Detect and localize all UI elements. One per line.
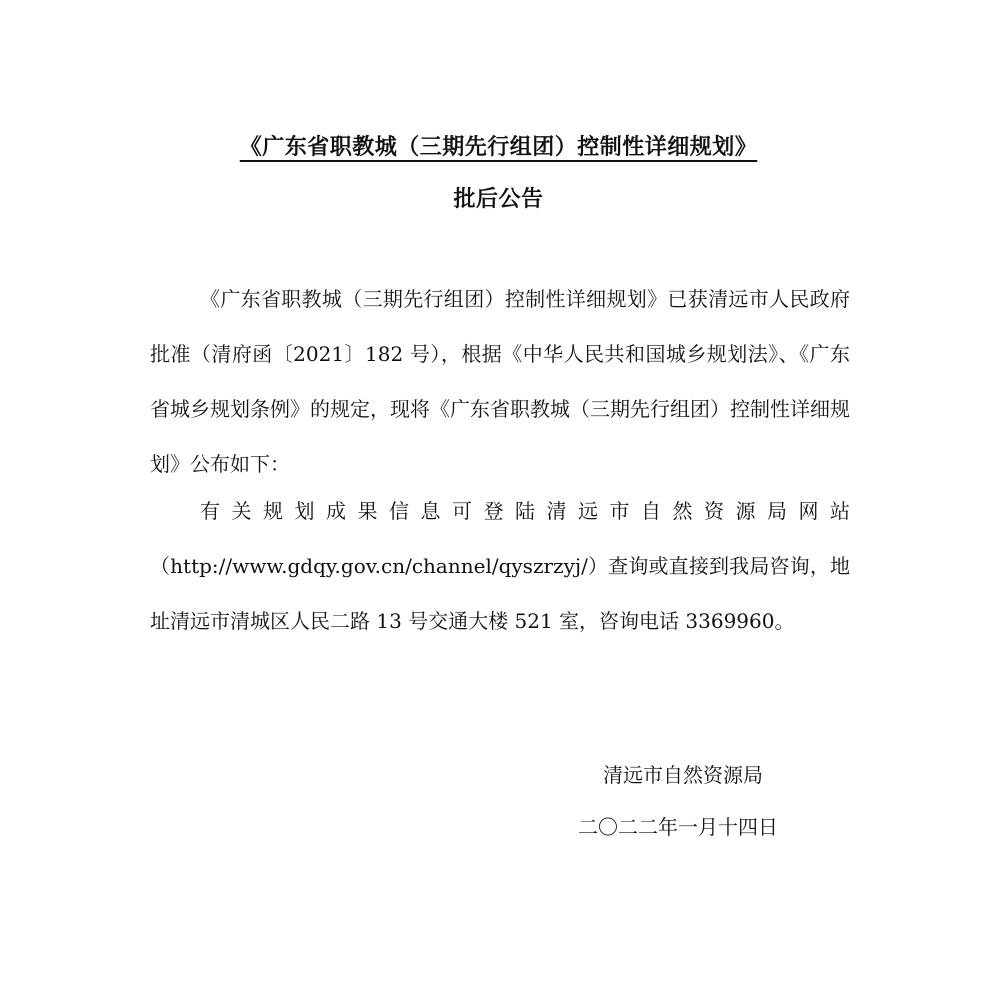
- announcement-paragraph-1: 《广东省职教城（三期先行组团）控制性详细规划》已获清远市人民政府批准（清府函〔2021〕182 号），根据《中华人民共和国城乡规划法》、《广东省城乡规划条例》的规定，现将《广东省职教城（三期先行组团）控制性详细规划》公布如下：: [150, 287, 850, 476]
- document-title-text: 《广东省职教城（三期先行组团）控制性详细规划》: [239, 135, 758, 160]
- document-title: [0, 130, 997, 161]
- announcement-paragraph-2: 有关规划成果信息可登陆清远市自然资源局网站（http://www.gdqy.gov.cn/channel/qyszrzyj/）查询或直接到我局咨询，地址清远市清城区人民二路 13 号交通大楼 521 室，咨询电话 3369960。: [150, 499, 850, 633]
- document-subtitle: 批后公告: [453, 187, 544, 212]
- signature-date: 二〇二二年一月十四日: [578, 815, 778, 839]
- signature-organization: 清远市自然资源局: [603, 763, 763, 787]
